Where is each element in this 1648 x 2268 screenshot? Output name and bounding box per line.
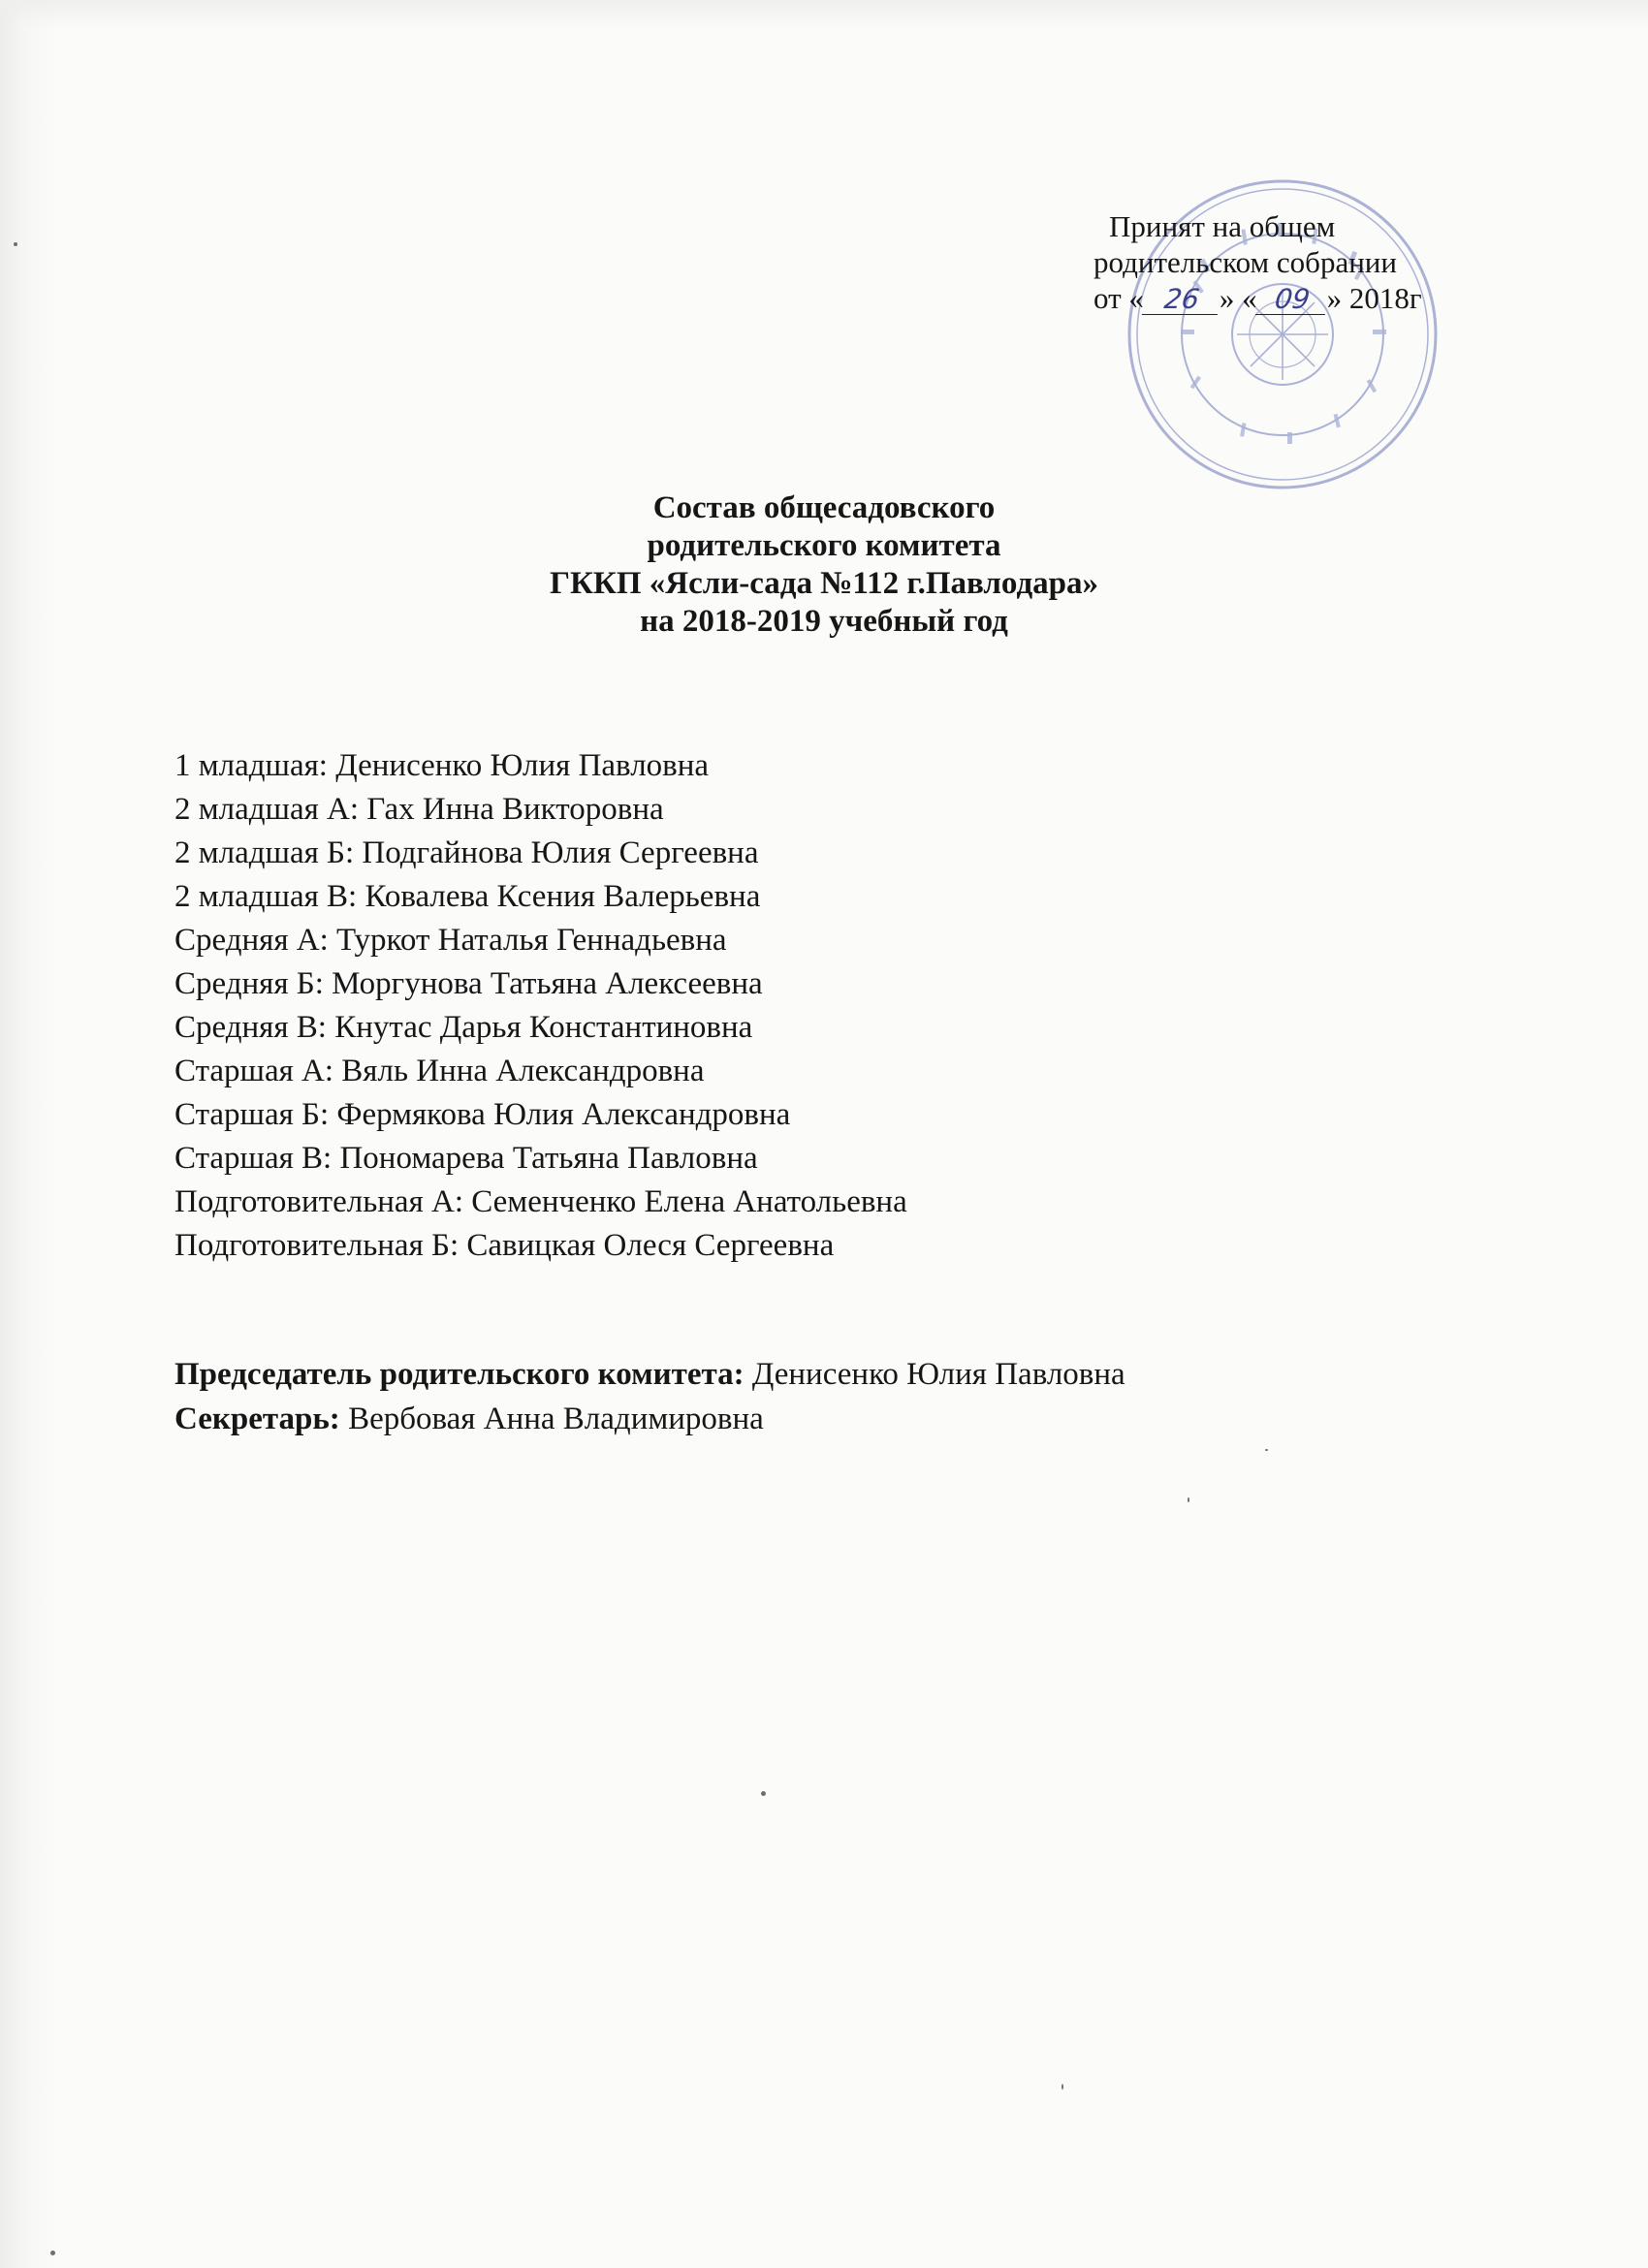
chair-label: Председатель родительского комитета: (174, 1357, 745, 1392)
list-item: Подготовительная А: Семенченко Елена Анатольевна (174, 1184, 907, 1219)
list-item: Старшая В: Пономарева Татьяна Павловна (174, 1141, 758, 1176)
list-item: Средняя Б: Моргунова Татьяна Алексеевна (174, 966, 763, 1001)
handwritten-day: 26 (1142, 285, 1221, 315)
date-prefix: от « (1093, 281, 1144, 315)
scan-top-shadow (0, 0, 1648, 29)
approval-note (1093, 208, 1501, 316)
scan-speck (1265, 1449, 1268, 1451)
list-item: 1 младшая: Денисенко Юлия Павловна (174, 748, 710, 783)
title-line-2: родительского комитета (647, 528, 1001, 563)
scan-edge-shadow (0, 0, 58, 2268)
date-suffix: » 2018г (1326, 281, 1422, 315)
committee-members-list (174, 744, 907, 1268)
list-item: 2 младшая А: Гах Инна Викторовна (174, 792, 664, 827)
title-line-3: ГККП «Ясли-сада №112 г.Павлодара» (549, 566, 1099, 601)
approval-line-2: родительском собрании (1093, 245, 1397, 279)
approval-date-line (1093, 280, 1501, 316)
list-item: Средняя В: Кнутас Дарья Константиновна (174, 1010, 753, 1045)
list-item: Старшая Б: Фермякова Юлия Александровна (174, 1097, 791, 1132)
handwritten-month: 09 (1254, 285, 1328, 315)
scan-speck (761, 1791, 766, 1796)
list-item: Старшая А: Вяль Инна Александровна (174, 1054, 705, 1088)
list-item: Средняя А: Туркот Наталья Геннадьевна (174, 923, 727, 958)
title-line-4: на 2018-2019 учебный год (640, 604, 1008, 639)
list-item: 2 младшая Б: Подгайнова Юлия Сергеевна (174, 835, 759, 870)
scan-speck (14, 242, 17, 246)
chair-name: Денисенко Юлия Павловна (744, 1357, 1125, 1392)
approval-line-1: Принят на общем (1109, 209, 1336, 243)
scan-speck (1188, 1497, 1189, 1502)
secretary-name: Вербовая Анна Владимировна (339, 1402, 764, 1436)
document-title (0, 489, 1648, 641)
secretary-line (174, 1397, 1125, 1441)
scan-speck (1062, 2084, 1063, 2090)
title-line-1: Состав общесадовского (652, 490, 996, 525)
list-item: Подготовительная Б: Савицкая Олеся Сергеевна (174, 1228, 835, 1263)
list-item: 2 младшая В: Ковалева Ксения Валерьевна (174, 879, 761, 914)
committee-officers (174, 1352, 1125, 1441)
scan-speck (50, 2251, 55, 2255)
date-middle: » « (1219, 281, 1257, 315)
secretary-label: Секретарь: (174, 1402, 340, 1436)
chair-line (174, 1352, 1125, 1397)
